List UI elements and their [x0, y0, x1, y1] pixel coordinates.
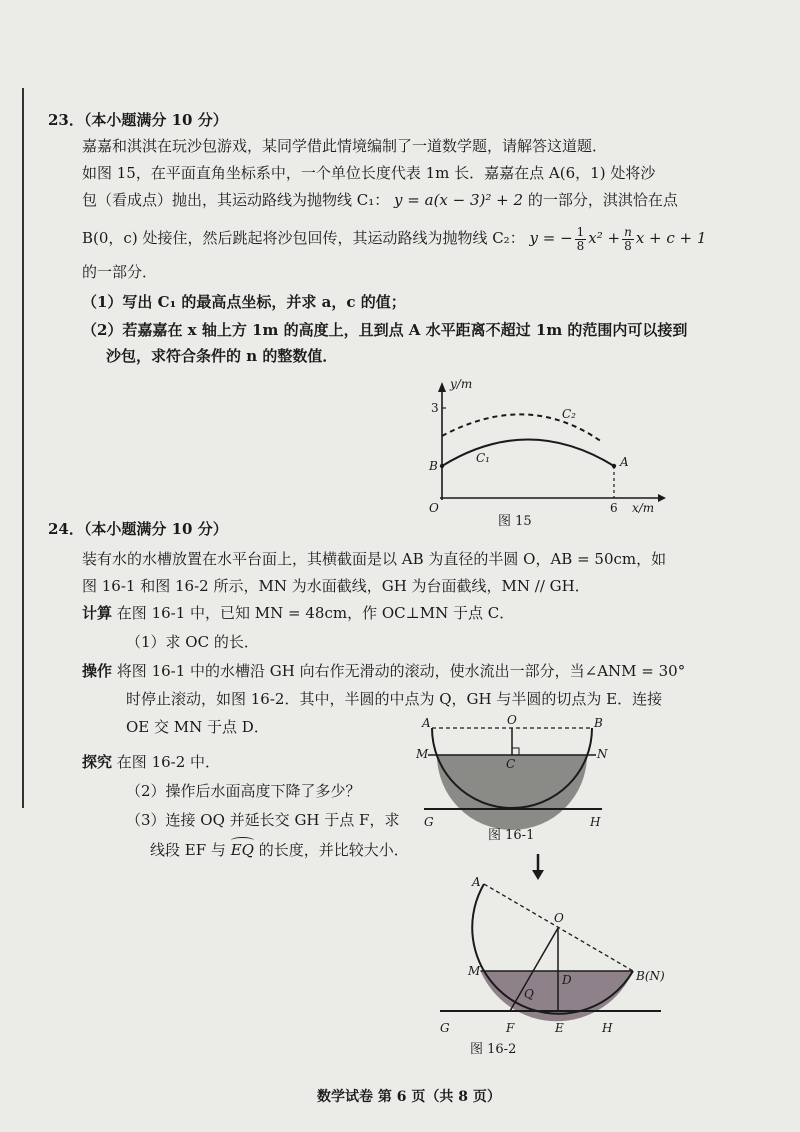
q23-formula-y: y = −	[529, 229, 573, 247]
q24-op-line3: OE 交 MN 于点 D．	[126, 718, 269, 736]
q23-formula-c1: y = a(x − 3)² + 2	[394, 191, 524, 209]
label-a: A	[620, 455, 629, 469]
label-c1: C₁	[476, 451, 490, 465]
label-q2: Q	[524, 987, 534, 1001]
margin-line	[22, 88, 24, 808]
fraction-n-8: $\frac{n}{8}$	[624, 224, 632, 253]
figure-16-1	[412, 712, 612, 842]
label-b: B	[429, 459, 438, 473]
q24-op-line2: 时停止滚动，如图 16-2．其中，半圆的中点为 Q，GH 与半圆的切点为 E．连接	[126, 690, 663, 708]
label-a1: A	[422, 716, 431, 730]
explore-text: 在图 16-2 中．	[116, 753, 221, 771]
q23-line2-b: 的一部分，淇淇恰在点	[527, 191, 678, 209]
q23-line3	[82, 222, 706, 254]
fraction-1-8: $\frac{1}{8}$	[576, 224, 585, 253]
figure-15-caption: 图 15	[498, 514, 532, 529]
label-b1: B	[594, 716, 603, 730]
label-f2: F	[506, 1021, 515, 1035]
point-b	[440, 464, 444, 468]
q23-formula-mid: x² +	[588, 229, 621, 247]
tick-label-3: 3	[431, 401, 439, 415]
label-h2: H	[602, 1021, 613, 1035]
right-angle-mark	[512, 748, 519, 755]
y-axis-arrow	[438, 382, 446, 392]
figure-16-2	[436, 876, 676, 1048]
q24-line2: 图 16-1 和图 16-2 所示，MN 为水面截线，GH 为台面截线，MN // GH．	[82, 577, 590, 595]
q24-part3a: （3）连接 OQ 并延长交 GH 于点 F，求	[126, 811, 400, 829]
figure-16-2-caption: 图 16-2	[470, 1042, 517, 1057]
parabola-c2	[442, 414, 602, 442]
op-label: 操作	[82, 662, 113, 680]
figure-16-1-caption: 图 16-1	[488, 828, 535, 843]
q24-part3b	[150, 840, 409, 860]
q24-explore	[82, 752, 220, 772]
label-o1: O	[507, 713, 517, 727]
label-g2: G	[440, 1021, 450, 1035]
label-c2: C₂	[562, 407, 576, 421]
q24-line1: 装有水的水槽放置在水平台面上，其横截面是以 AB 为直径的半圆 O，AB = 50cm，如	[82, 550, 667, 568]
point-a	[612, 464, 616, 468]
y-axis-label: y/m	[450, 378, 473, 391]
q23-line1: 如图 15，在平面直角坐标系中，一个单位长度代表 1m 长．嘉嘉在点 A(6，1) 处将沙	[82, 164, 656, 182]
explore-label: 探究	[82, 753, 113, 771]
q24-part1: （1）求 OC 的长．	[126, 633, 259, 651]
q23-line2-a: 包（看成点）抛出，其运动路线为抛物线 C₁：	[82, 191, 390, 209]
q24-part2: （2）操作后水面高度下降了多少？	[126, 782, 361, 800]
label-m1: M	[416, 747, 429, 761]
q24-header: 24．（本小题满分 10 分）	[48, 520, 228, 538]
q23-intro: 嘉嘉和淇淇在玩沙包游戏，某同学借此情境编制了一道数学题，请解答这道题．	[82, 137, 608, 155]
label-e2: E	[555, 1021, 564, 1035]
label-m2: M	[468, 964, 481, 978]
q23-line3-a: B(0，c) 处接住，然后跳起将沙包回传，其运动路线为抛物线 C₂：	[82, 229, 525, 247]
label-g1: G	[424, 815, 434, 829]
label-o2: O	[554, 911, 564, 925]
q23-part1: （1）写出 C₁ 的最高点坐标，并求 a，c 的值；	[82, 293, 406, 311]
label-a2: A	[472, 876, 481, 889]
calc-label: 计算	[82, 604, 113, 622]
q23-formula-end: x + c + 1	[635, 229, 707, 247]
q24-calc	[82, 603, 514, 623]
q23-part2a: （2）若嘉嘉在 x 轴上方 1m 的高度上，且到点 A 水平距离不超过 1m 的范围内可以接到	[82, 321, 688, 339]
q24-part3b-a: 线段 EF 与	[150, 841, 226, 859]
parabola-c1	[442, 440, 614, 467]
label-d2: D	[562, 973, 572, 987]
q24-op	[82, 661, 685, 681]
calc-text: 在图 16-1 中，已知 MN = 48cm，作 OC⊥MN 于点 C．	[116, 604, 515, 622]
tick-label-6: 6	[610, 501, 618, 515]
arc-eq: EQ	[230, 841, 254, 859]
q23-line2	[82, 190, 678, 210]
q23-part2b: 沙包，求符合条件的 n 的整数值．	[106, 347, 338, 365]
label-n1: N	[597, 747, 608, 761]
label-bn2: B(N)	[636, 969, 665, 983]
q23-header: 23．（本小题满分 10 分）	[48, 111, 228, 129]
label-h1: H	[590, 815, 601, 829]
x-axis-label: x/m	[632, 501, 655, 515]
label-origin: O	[429, 501, 439, 515]
x-axis-arrow	[658, 494, 666, 502]
q24-part3b-b: 的长度，并比较大小．	[258, 841, 409, 859]
figure-15	[420, 378, 670, 528]
page-footer: 数学试卷 第 6 页（共 8 页）	[317, 1089, 501, 1105]
label-c1-point: C	[506, 757, 516, 771]
op-text: 将图 16-1 中的水槽沿 GH 向右作无滑动的滚动，使水流出一部分，当∠ANM = 30°	[116, 662, 686, 680]
q23-line4: 的一部分．	[82, 263, 158, 281]
